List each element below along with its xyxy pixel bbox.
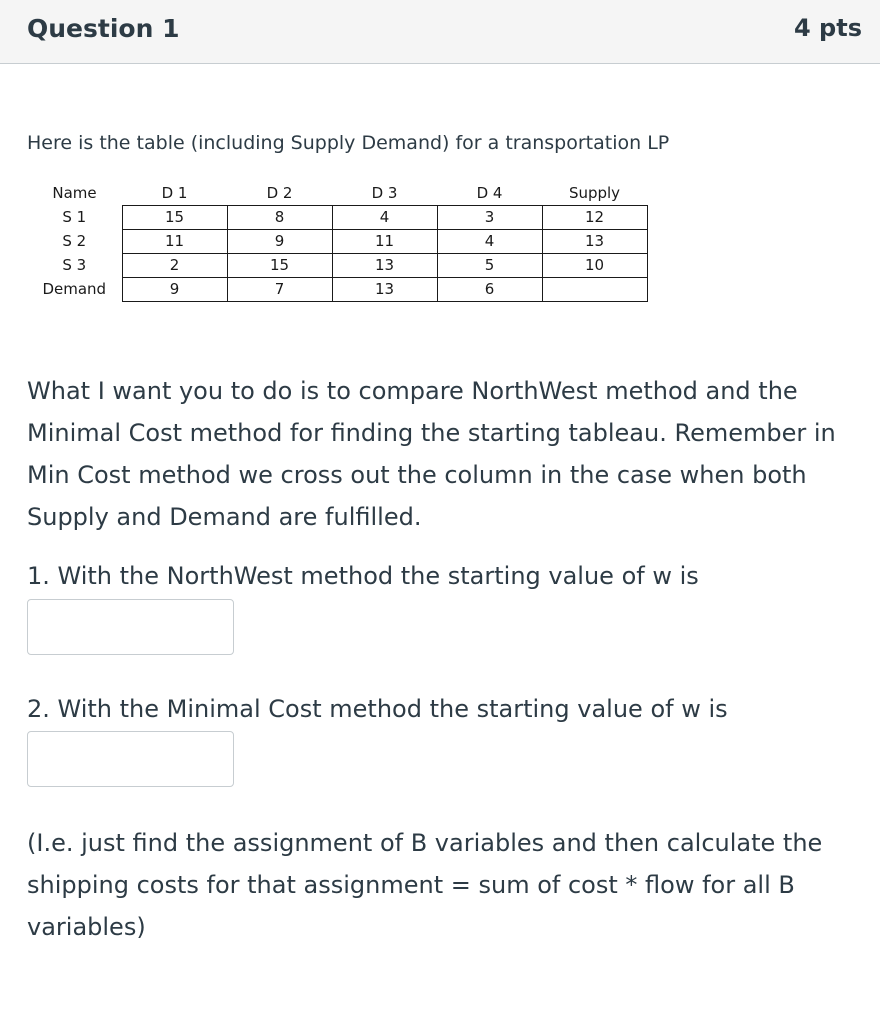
table-cell: 4 — [437, 230, 542, 254]
table-row — [27, 254, 647, 278]
table-cell: 3 — [437, 206, 542, 230]
table-header-row — [27, 182, 647, 206]
intro-text: Here is the table (including Supply Demand) for a transportation LP — [27, 132, 670, 154]
table-cell: 4 — [332, 206, 437, 230]
table-cell: 5 — [437, 254, 542, 278]
table-cell — [542, 278, 647, 302]
instructions-text: What I want you to do is to compare NorthWest method and the Minimal Cost method for finding the starting tableau. Remember in Min Cost method we cross out the column in the case when both Supply and Demand are fulfilled. — [27, 377, 836, 531]
row-label: Demand — [42, 280, 107, 298]
table-row — [27, 206, 647, 230]
question-item-northwest: 1. With the NorthWest method the starting value of w is — [27, 562, 699, 590]
row-label: S 3 — [62, 256, 87, 274]
table-cell: 13 — [332, 254, 437, 278]
table-cell: 13 — [542, 230, 647, 254]
table-cell: 13 — [332, 278, 437, 302]
question-title: Question 1 — [27, 14, 180, 43]
column-header: D 2 — [266, 184, 293, 202]
question-item-mincost: 2. With the Minimal Cost method the starting value of w is — [27, 695, 728, 723]
mincost-answer-input[interactable] — [27, 731, 234, 787]
table-cell: 9 — [122, 278, 227, 302]
table-cell: 12 — [542, 206, 647, 230]
column-header: D 3 — [371, 184, 398, 202]
table-cell: 7 — [227, 278, 332, 302]
hint-text: (I.e. just find the assignment of B variables and then calculate the shipping costs for that assignment = sum of cost * flow for all B variables) — [27, 829, 823, 941]
northwest-answer-input[interactable] — [27, 599, 234, 655]
table-cell: 2 — [122, 254, 227, 278]
table-cell: 15 — [122, 206, 227, 230]
column-header: Supply — [568, 184, 621, 202]
column-header: D 4 — [476, 184, 503, 202]
row-label: S 1 — [62, 208, 87, 226]
table-row — [27, 230, 647, 254]
table-cell: 8 — [227, 206, 332, 230]
row-label: S 2 — [62, 232, 87, 250]
table-cell: 11 — [332, 230, 437, 254]
table-cell: 11 — [122, 230, 227, 254]
table-cell: 6 — [437, 278, 542, 302]
question-points: 4 pts — [794, 14, 862, 42]
question-header — [0, 0, 880, 64]
table-cell: 10 — [542, 254, 647, 278]
table-cell: 15 — [227, 254, 332, 278]
table-cell: 9 — [227, 230, 332, 254]
transportation-table — [27, 182, 648, 302]
column-header: D 1 — [161, 184, 188, 202]
column-header: Name — [52, 184, 97, 203]
table-footer-row — [27, 278, 647, 302]
